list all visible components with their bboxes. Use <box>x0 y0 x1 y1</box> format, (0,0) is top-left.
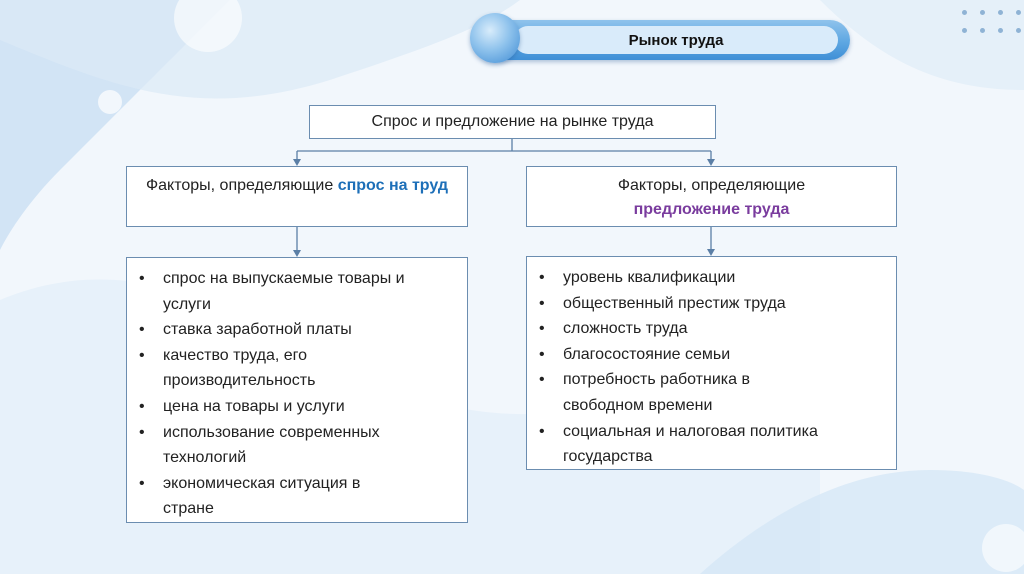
list-item: • благосостояние семьи <box>563 342 856 368</box>
list-item: • спрос на выпускаемые товары и услуги <box>163 266 453 317</box>
list-item: • сложность труда <box>563 316 856 342</box>
list-item: • социальная и налоговая политика государства <box>563 419 856 470</box>
supply-header-prefix: Факторы, определяющие <box>617 177 806 194</box>
list-item: • цена на товары и услуги <box>163 394 453 420</box>
supply-factors-header <box>526 166 897 227</box>
list-item: • использование современных технологий <box>163 420 453 471</box>
list-item: • уровень квалификации <box>563 265 856 291</box>
supply-demand-label: Спрос и предложение на рынке труда <box>371 113 654 130</box>
page-title: Рынок труда <box>514 26 838 54</box>
supply-factors-list <box>526 256 897 470</box>
list-item: • ставка заработной платы <box>163 317 453 343</box>
list-item: • общественный престиж труда <box>563 291 856 317</box>
list-item: • экономическая ситуация в стране <box>163 471 453 522</box>
supply-header-highlight: предложение труда <box>633 201 790 218</box>
demand-header-prefix: Факторы, определяющие <box>145 177 338 194</box>
demand-factors-list <box>126 257 468 523</box>
supply-demand-box <box>309 105 716 139</box>
list-item: • качество труда, его производительность <box>163 343 453 394</box>
list-item: • потребность работника в свободном времени <box>563 367 856 418</box>
demand-factors-header <box>126 166 468 227</box>
demand-header-highlight: спрос на труд <box>337 177 449 194</box>
